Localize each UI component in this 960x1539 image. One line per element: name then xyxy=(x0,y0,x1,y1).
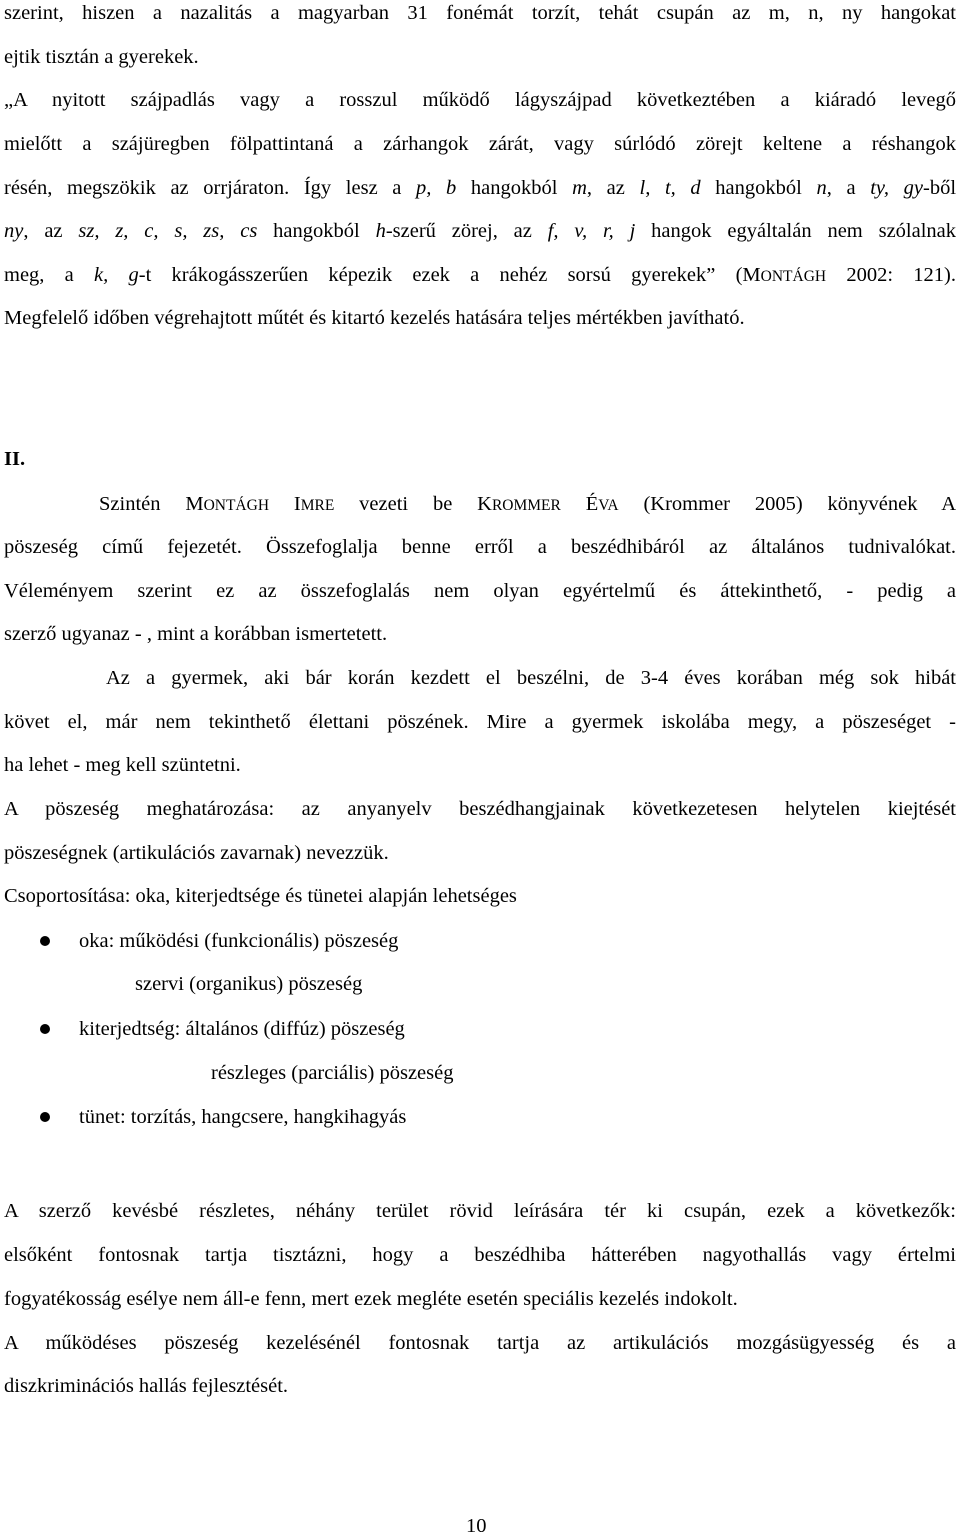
text-line: A működéses pöszeség kezelésénél fontosnak tartja az artikulációs mozgásügyesség és a xyxy=(4,1332,956,1354)
text-line: ha lehet - meg kell szüntetni. xyxy=(4,754,241,776)
text-run: -ből xyxy=(923,177,957,199)
text-line: „A nyitott szájpadlás vagy a rosszul működő lágyszájpad következtében a kiáradó levegő xyxy=(4,89,956,111)
text-run: hangokból xyxy=(456,177,573,199)
italic-run: m xyxy=(572,177,587,199)
italic-run: p, b xyxy=(416,177,457,199)
bullet-icon xyxy=(40,936,50,946)
italic-run: ty, gy xyxy=(870,177,923,199)
page-number: 10 xyxy=(466,1515,487,1537)
text-line: Az a gyermek, aki bár korán kezdett el beszélni, de 3-4 éves korában még sok hibát xyxy=(106,667,956,689)
text-run: É xyxy=(560,493,599,515)
italic-run: sz, z, c, s, zs, cs xyxy=(78,220,258,242)
text-run: I xyxy=(269,493,301,515)
text-run: , a xyxy=(826,177,871,199)
smallcaps-run: ONTÁGH xyxy=(760,268,827,285)
text-line: Véleményem szerint ez az összefoglalás nem olyan egyértelmű és áttekinthető, - pedig a xyxy=(4,580,956,602)
text-run: hangok egyáltalán nem szólalnak xyxy=(635,220,957,242)
text-line xyxy=(99,491,956,517)
italic-run: h xyxy=(375,220,386,242)
smallcaps-run: ROMMER xyxy=(491,497,561,514)
text-line: szerző ugyanaz - , mint a korábban ismertetett. xyxy=(4,623,388,645)
bullet-icon xyxy=(40,1112,50,1122)
italic-run: l, t, d xyxy=(639,177,701,199)
text-run: hangokból xyxy=(700,177,817,199)
text-run: vezeti be K xyxy=(334,493,492,515)
text-line: A pöszeség meghatározása: az anyanyelv beszédhangjainak következetesen helytelen kiejtését xyxy=(4,798,956,820)
text-line: Megfelelő időben végrehajtott műtét és kitartó kezelés hatására teljes mértékben javítható. xyxy=(4,307,745,329)
text-run: -t krákogásszerűen képezik ezek a nehéz sorsú gyerekek” (M xyxy=(138,264,761,286)
text-run: -szerű zörej, az xyxy=(385,220,548,242)
bullet-icon xyxy=(40,1024,50,1034)
text-line: ejtik tisztán a gyerekek. xyxy=(4,46,199,68)
smallcaps-run: ONTÁGH xyxy=(203,497,270,514)
text-line: pöszeség című fejezetét. Összefoglalja benne erről a beszédhibáról az általános tudnivalókat. xyxy=(4,536,956,558)
list-item: oka: működési (funkcionális) pöszeség xyxy=(79,930,399,952)
text-run: Szintén M xyxy=(99,493,204,515)
text-line xyxy=(4,262,956,288)
text-run: meg, a xyxy=(4,264,95,286)
italic-run: n xyxy=(816,177,827,199)
italic-run: k, g xyxy=(94,264,139,286)
text-line: követ el, már nem tekinthető élettani pöszének. Mire a gyermek iskolába megy, a pöszeséget - xyxy=(4,711,956,733)
text-line: Csoportosítása: oka, kiterjedtsége és tünetei alapján lehetséges xyxy=(4,885,517,907)
text-line xyxy=(4,175,956,201)
italic-run: ny xyxy=(4,220,24,242)
text-line: diszkriminációs hallás fejlesztését. xyxy=(4,1375,289,1397)
text-line: szerint, hiszen a nazalitás a magyarban 31 fonémát torzít, tehát csupán az m, n, ny hangokat xyxy=(4,2,956,24)
list-item: kiterjedtség: általános (diffúz) pöszeség xyxy=(79,1018,405,1040)
text-run: hangokból xyxy=(257,220,376,242)
text-run: (Krommer 2005) könyvének A xyxy=(618,493,957,515)
text-run: , az xyxy=(586,177,640,199)
text-line xyxy=(4,218,956,244)
section-heading: II. xyxy=(4,448,26,470)
list-item-continuation: részleges (parciális) pöszeség xyxy=(211,1062,454,1084)
text-run: , az xyxy=(23,220,79,242)
smallcaps-run: VA xyxy=(598,497,619,514)
text-run: 2002: 121). xyxy=(826,264,956,286)
list-item: tünet: torzítás, hangcsere, hangkihagyás xyxy=(79,1106,407,1128)
text-line: pöszeségnek (artikulációs zavarnak) nevezzük. xyxy=(4,842,389,864)
list-item-continuation: szervi (organikus) pöszeség xyxy=(135,973,363,995)
text-run: résén, megszökik az orrjáraton. Így lesz a xyxy=(4,177,417,199)
text-line: elsőként fontosnak tartja tisztázni, hogy a beszédhiba hátterében nagyothallás vagy értelmi xyxy=(4,1244,956,1266)
text-line: fogyatékosság esélye nem áll-e fenn, mert ezek megléte esetén speciális kezelés indokolt. xyxy=(4,1288,738,1310)
smallcaps-run: MRE xyxy=(300,497,335,514)
text-line: mielőtt a szájüregben fölpattintaná a zárhangok zárát, vagy súrlódó zörejt keltene a réshangok xyxy=(4,133,956,155)
text-line: A szerző kevésbé részletes, néhány terület rövid leírására tér ki csupán, ezek a következők: xyxy=(4,1200,956,1222)
italic-run: f, v, r, j xyxy=(547,220,636,242)
